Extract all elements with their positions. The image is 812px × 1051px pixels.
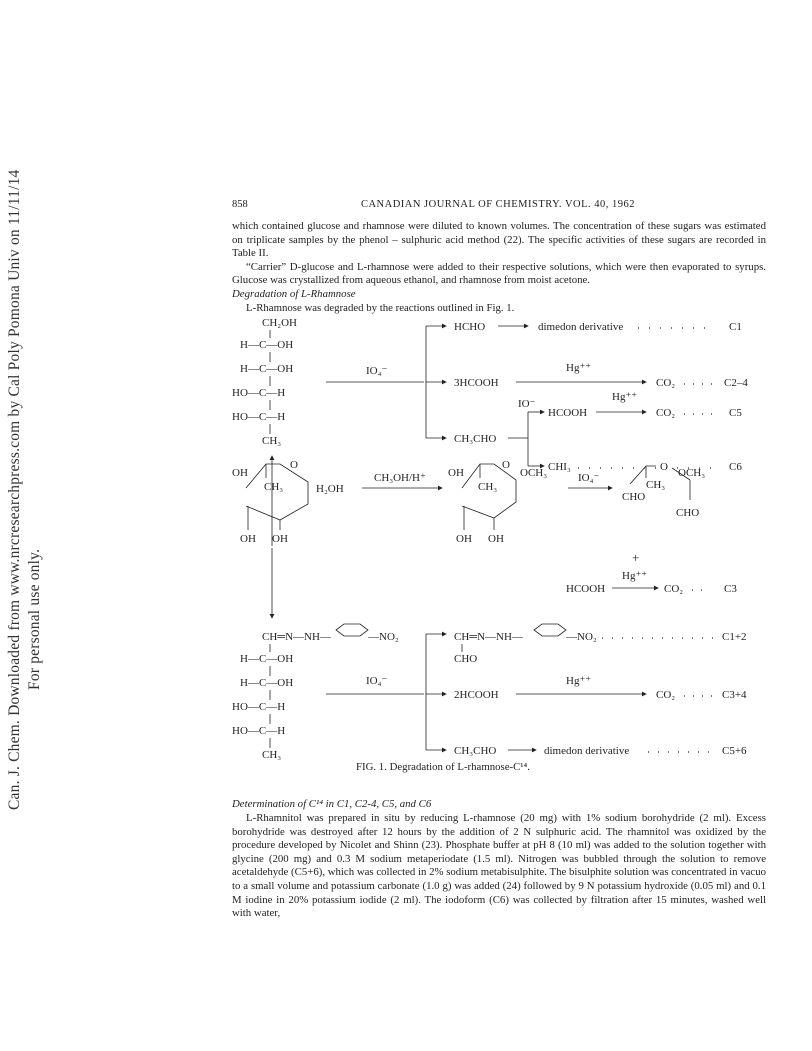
middle-plus: + <box>632 550 640 565</box>
top-deriv-co2-2: CO₂ <box>656 407 676 419</box>
watermark-line-2: For personal use only. <box>26 548 43 690</box>
dialdehyde-methyl: CH₃ <box>646 479 666 491</box>
glycoside-oh-bottom-2: OH <box>488 533 504 545</box>
section-text-degradation: L-Rhamnose was degraded by the reactions outlined in Fig. 1. <box>246 302 515 314</box>
top-deriv-co2-1: CO₂ <box>656 377 676 389</box>
section-heading-determination: Determination of C¹⁴ in C1, C2-4, C5, and C6 <box>232 798 432 810</box>
journal-title: CANADIAN JOURNAL OF CHEMISTRY. VOL. 40, 1962 <box>360 199 636 210</box>
bottom-deriv-dimedon: dimedon derivative <box>544 745 630 757</box>
top-deriv-formic: HCOOH <box>548 407 588 419</box>
dialdehyde-cho-1: CHO <box>622 491 646 503</box>
top-hg-2: Hg⁺⁺ <box>612 391 638 403</box>
bottom-fischer-c1: CH═N—NH— <box>262 631 331 643</box>
middle-reagent-periodate: IO₄⁻ <box>578 472 600 484</box>
top-reagent-periodate: IO₄⁻ <box>366 365 388 377</box>
figure-1-scheme <box>226 316 786 768</box>
top-deriv-iodoform: CHI₃ <box>548 461 571 473</box>
bottom-reagent-periodate: IO₄⁻ <box>366 675 388 687</box>
glycoside-oxygen: O <box>502 459 510 471</box>
figure-caption: FIG. 1. Degradation of L-rhamnose-C¹⁴. <box>356 761 531 773</box>
middle-co2: CO₂ <box>664 583 684 595</box>
glycoside-methoxy: OCH₃ <box>520 467 548 479</box>
ring-oh-left: OH <box>232 467 248 479</box>
ring-oh-bottom-2: OH <box>272 533 288 545</box>
top-fischer-c2: H—C—OH <box>240 339 294 351</box>
top-fischer-c5: HO—C—H <box>232 411 286 423</box>
top-fischer-c1: CH₂OH <box>262 317 298 329</box>
bottom-fischer-c4: HO—C—H <box>232 701 286 713</box>
glycoside-methyl: CH₃ <box>478 481 498 493</box>
top-carbon-c1: C1 <box>729 321 742 333</box>
bottom-fischer-c6: CH₃ <box>262 749 282 761</box>
glycoside-oh-bottom-1: OH <box>456 533 472 545</box>
section-text-determination: L-Rhamnitol was prepared in situ by reducing L-rhamnose (20 mg) with 1% sodium borohydride (2 ml). Excess borohydride was destroyed after 12 hours by the addition of 2 N sulphuric acid. The rhamnitol was oxidized by the procedure developed by Nicolet and Shinn (23). Phosphate buffer at pH 8 (10 ml) was added to the solution together with glycine (200 mg) and 0.3 M sodium metaperiodate (1.5 ml). Nitrogen was bubbled through the solution to remove acetaldehyde (C5+6), which was collected in 2% sodium metabisulphite. The bisulphite solution was concentrated in vacuo to a small volume and potassium carbonate (1.0 g) was added (24) followed by 9 N potassium hydroxide (0.05 ml) and 0.1 M iodine in 20% potassium iodide (2 ml). The iodoform (C6) was collected by filtration after 15 minutes, washed well with water, <box>232 812 766 920</box>
watermark-line-1: Can. J. Chem. Downloaded from www.nrcresearchpress.com by Cal Poly Pomona Univ on 11/11/14 <box>6 169 23 810</box>
intro-text <box>232 220 766 288</box>
bottom-carbon-c3-4: C3+4 <box>722 689 747 701</box>
section-heading-degradation: Degradation of L-Rhamnose <box>232 288 356 300</box>
top-product-acetaldehyde: CH₃CHO <box>454 433 497 445</box>
bottom-product-formic: 2HCOOH <box>454 689 499 701</box>
top-fischer-c3: H—C—OH <box>240 363 294 375</box>
bottom-nitro-1: —NO₂ <box>368 631 399 643</box>
bottom-fischer-c3: H—C—OH <box>240 677 294 689</box>
top-fischer-c6: CH₃ <box>262 435 282 447</box>
dialdehyde-methoxy: OCH₃ <box>678 467 706 479</box>
methyl-glycoside-ring <box>462 464 516 530</box>
bottom-carbon-c1-2: C1+2 <box>722 631 747 643</box>
bottom-product-acetaldehyde: CH₃CHO <box>454 745 497 757</box>
middle-carbon-c3: C3 <box>724 583 737 595</box>
top-hg-1: Hg⁺⁺ <box>566 362 592 374</box>
top-deriv-dimedon: dimedon derivative <box>538 321 624 333</box>
bottom-product-cho: CHO <box>454 653 478 665</box>
bottom-nitro-2: —NO₂ <box>566 631 597 643</box>
top-product-formaldehyde: HCHO <box>454 321 486 333</box>
middle-hg: Hg⁺⁺ <box>622 570 648 582</box>
bottom-deriv-co2: CO₂ <box>656 689 676 701</box>
top-carbon-c2-4: C2–4 <box>724 377 748 389</box>
rhamnose-ring <box>246 464 308 530</box>
bottom-carbon-c5-6: C5+6 <box>722 745 747 757</box>
intro-paragraph-1: which contained glucose and rhamnose were diluted to known volumes. The concentration of these sugars was estimated on triplicate samples by the phenol – sulphuric acid method (22). The specific activities of these sugars are recorded in Table II. <box>232 220 766 260</box>
dialdehyde-oxygen: O <box>660 461 668 473</box>
dialdehyde-cho-2: CHO <box>676 507 700 519</box>
bottom-product-hydrazone: CH═N—NH— <box>454 631 523 643</box>
top-carbon-c5: C5 <box>729 407 742 419</box>
top-fischer-c4: HO—C—H <box>232 387 286 399</box>
page-number: 858 <box>232 199 248 210</box>
top-product-formic: 3HCOOH <box>454 377 499 389</box>
ring-water: H₂OH <box>316 483 344 495</box>
bottom-hg: Hg⁺⁺ <box>566 675 592 687</box>
top-hypoiodite: IO⁻ <box>518 398 536 410</box>
ring-methyl: CH₃ <box>264 481 284 493</box>
middle-formic: HCOOH <box>566 583 606 595</box>
glycoside-oh-left: OH <box>448 467 464 479</box>
intro-paragraph-2: “Carrier” D-glucose and L-rhamnose were added to their respective solutions, which were then evaporated to syrups. Glucose was crystallized from aqueous ethanol, and rhamnose from moist acetone. <box>232 260 766 287</box>
ring-oxygen: O <box>290 459 298 471</box>
middle-reagent-methanol: CH₃OH/H⁺ <box>374 472 426 484</box>
top-carbon-c6: C6 <box>729 461 742 473</box>
bottom-fischer-c2: H—C—OH <box>240 653 294 665</box>
bottom-fischer-c5: HO—C—H <box>232 725 286 737</box>
ring-oh-bottom-1: OH <box>240 533 256 545</box>
download-watermark <box>0 110 52 810</box>
